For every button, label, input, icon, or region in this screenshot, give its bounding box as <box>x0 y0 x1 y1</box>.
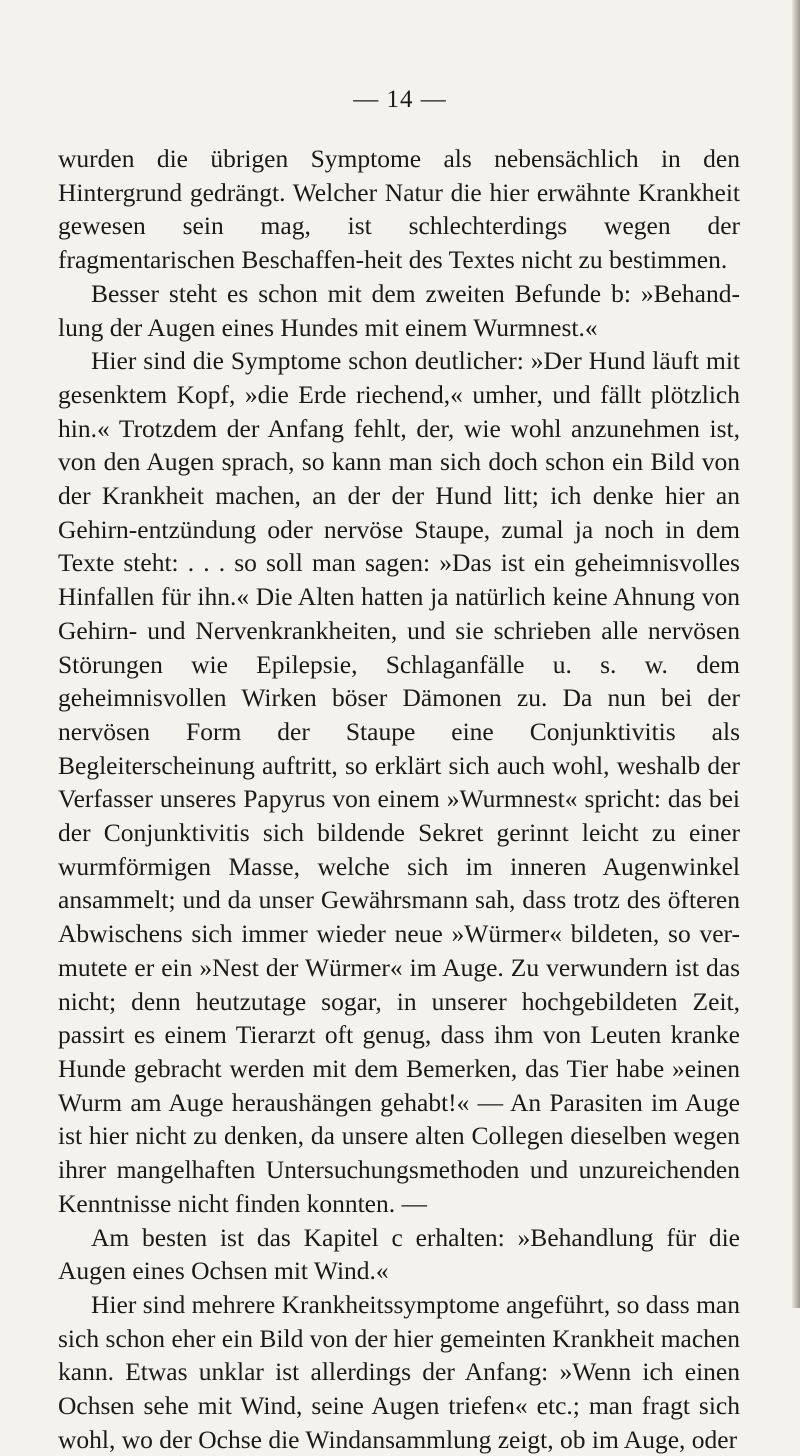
page-edge-shadow <box>792 0 800 1308</box>
paragraph-3: Hier sind die Symptome schon deutlicher: »Der Hund läuft mit gesenktem Kopf, »die Erde riechend,« umher, und fällt plötzlich hin.« Trotzdem der Anfang fehlt, der, wie wohl anzunehmen ist, von den Augen sprach, so kann man sich doch schon ein Bild von der Krankheit machen, an der der Hund litt; ich denke hier an Gehirn-entzündung oder nervöse Staupe, zumal ja noch in dem Texte steht: . . . so soll man sagen: »Das ist ein geheimnisvolles Hinfallen für ihn.« Die Alten hatten ja natürlich keine Ahnung von Gehirn- und Nervenkrankheiten, und sie schrieben alle nervösen Störungen wie Epilepsie, Schlaganfälle u. s. w. dem geheimnisvollen Wirken böser Dämonen zu. Da nun bei der nervösen Form der Staupe eine Conjunktivitis als Begleiterscheinung auftritt, so erklärt sich auch wohl, weshalb der Verfasser unseres Papyrus von einem »Wurmnest« spricht: das bei der Conjunktivitis sich bildende Sekret gerinnt leicht zu einer wurmförmigen Masse, welche sich im inneren Augenwinkel ansammelt; und da unser Gewährsmann sah, dass trotz des öfteren Abwischens sich immer wieder neue »Würmer« bildeten, so ver-mutete er ein »Nest der Würmer« im Auge. Zu verwundern ist das nicht; denn heutzutage sogar, in unserer hochgebildeten Zeit, passirt es einem Tierarzt oft genug, dass ihm von Leuten kranke Hunde gebracht werden mit dem Bemerken, das Tier habe »einen Wurm am Auge heraushängen gehabt!« — An Parasiten im Auge ist hier nicht zu denken, da unsere alten Collegen dieselben wegen ihrer mangelhaften Untersuchungsmethoden und unzureichenden Kenntnisse nicht finden konnten. — <box>58 346 740 1218</box>
paragraph-2: Besser steht es schon mit dem zweiten Befunde b: »Behand-lung der Augen eines Hundes mit einem Wurmnest.« <box>58 278 740 342</box>
paragraph-1: wurden die übrigen Symptome als nebensächlich in den Hintergrund gedrängt. Welcher Natur die hier erwähnte Krankheit gewesen sein mag, ist schlechterdings wegen der fragmentarischen Beschaffen-heit des Textes nicht zu bestimmen. <box>58 144 740 275</box>
body-text <box>58 142 740 1456</box>
page-number: — 14 — <box>353 86 447 113</box>
paragraph-5: Hier sind mehrere Krankheitssymptome angeführt, so dass man sich schon eher ein Bild von der hier gemeinten Krankheit machen kann. Etwas unklar ist allerdings der Anfang: »Wenn ich einen Ochsen sehe mit Wind, seine Augen triefen« etc.; man fragt sich wohl, wo der Ochse die Windansammlung zeigt, ob im Auge, oder <box>58 1289 740 1454</box>
paragraph-4: Am besten ist das Kapitel c erhalten: »Behandlung für die Augen eines Ochsen mit Wind.« <box>58 1222 740 1286</box>
